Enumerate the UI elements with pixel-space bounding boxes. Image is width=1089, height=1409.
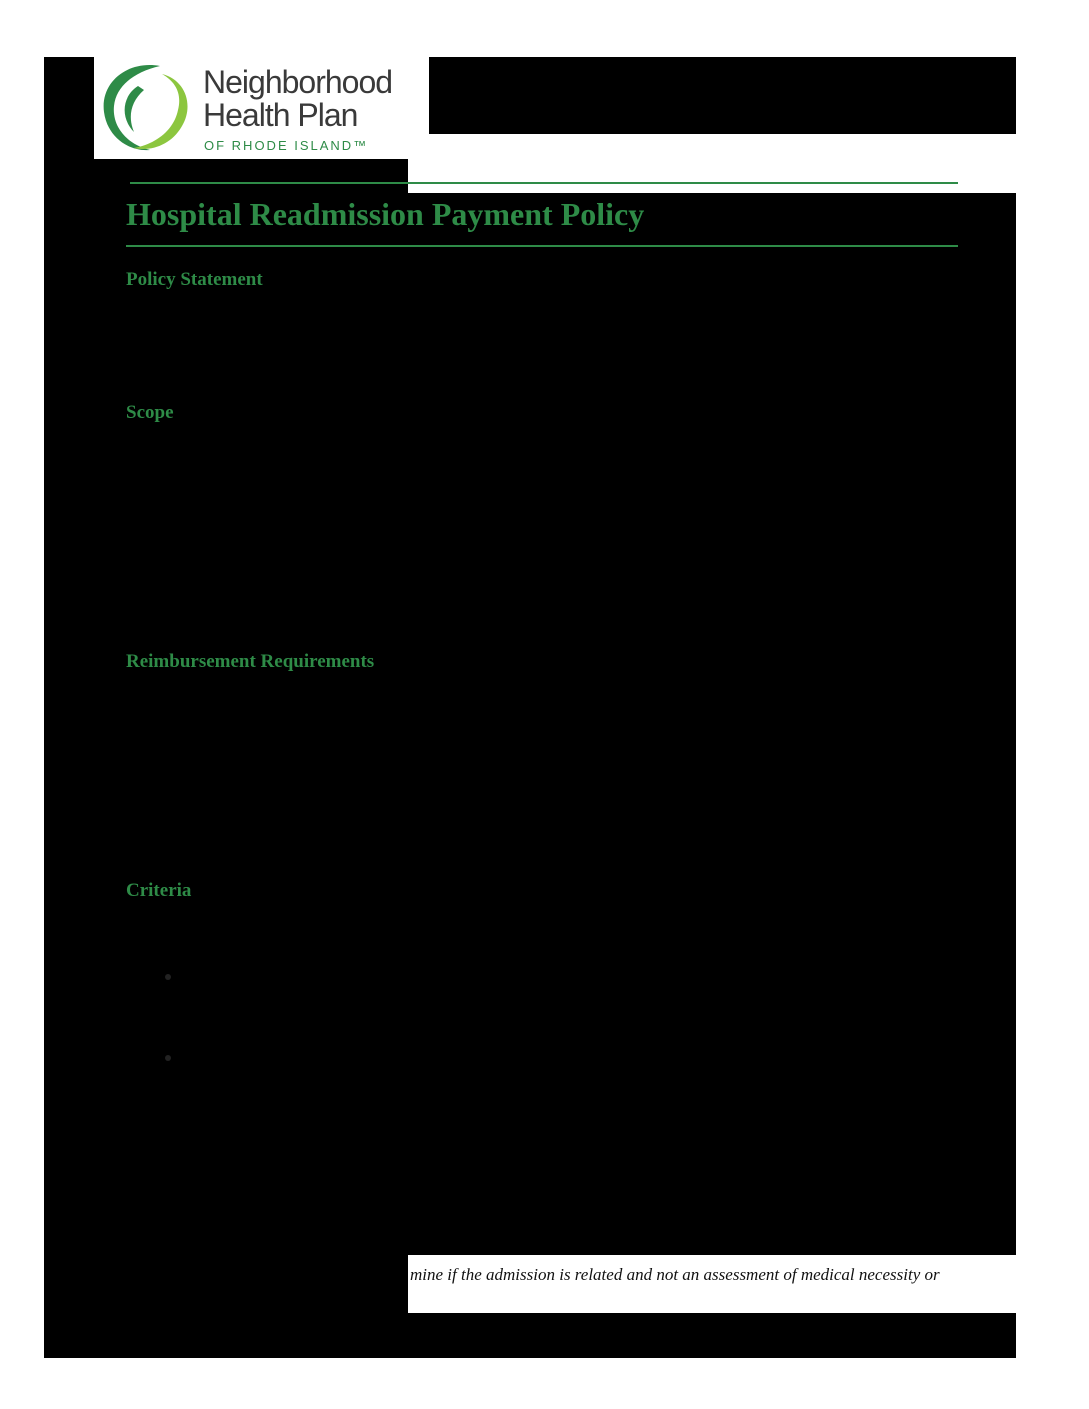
logo-line2: Health Plan (203, 97, 358, 133)
section-heading-scope: Scope (126, 402, 174, 423)
redacted-page-area (44, 57, 1016, 1358)
top-rule-white-strip (408, 134, 1016, 193)
logo-line3: OF RHODE ISLAND™ (204, 138, 369, 153)
top-rule (130, 182, 958, 184)
section-heading-policy-statement: Policy Statement (126, 269, 263, 290)
logo-leaf-icon (98, 60, 196, 156)
document-title: Hospital Readmission Payment Policy (126, 196, 645, 232)
title-rule (126, 245, 958, 247)
bullet-marker (165, 1055, 171, 1061)
logo-line1: Neighborhood (203, 64, 393, 100)
bullet-marker (165, 974, 171, 980)
footnote-text: mine if the admission is related and not an assessment of medical necessity or (410, 1265, 940, 1284)
section-heading-criteria: Criteria (126, 880, 192, 901)
section-heading-reimbursement: Reimbursement Requirements (126, 651, 375, 672)
